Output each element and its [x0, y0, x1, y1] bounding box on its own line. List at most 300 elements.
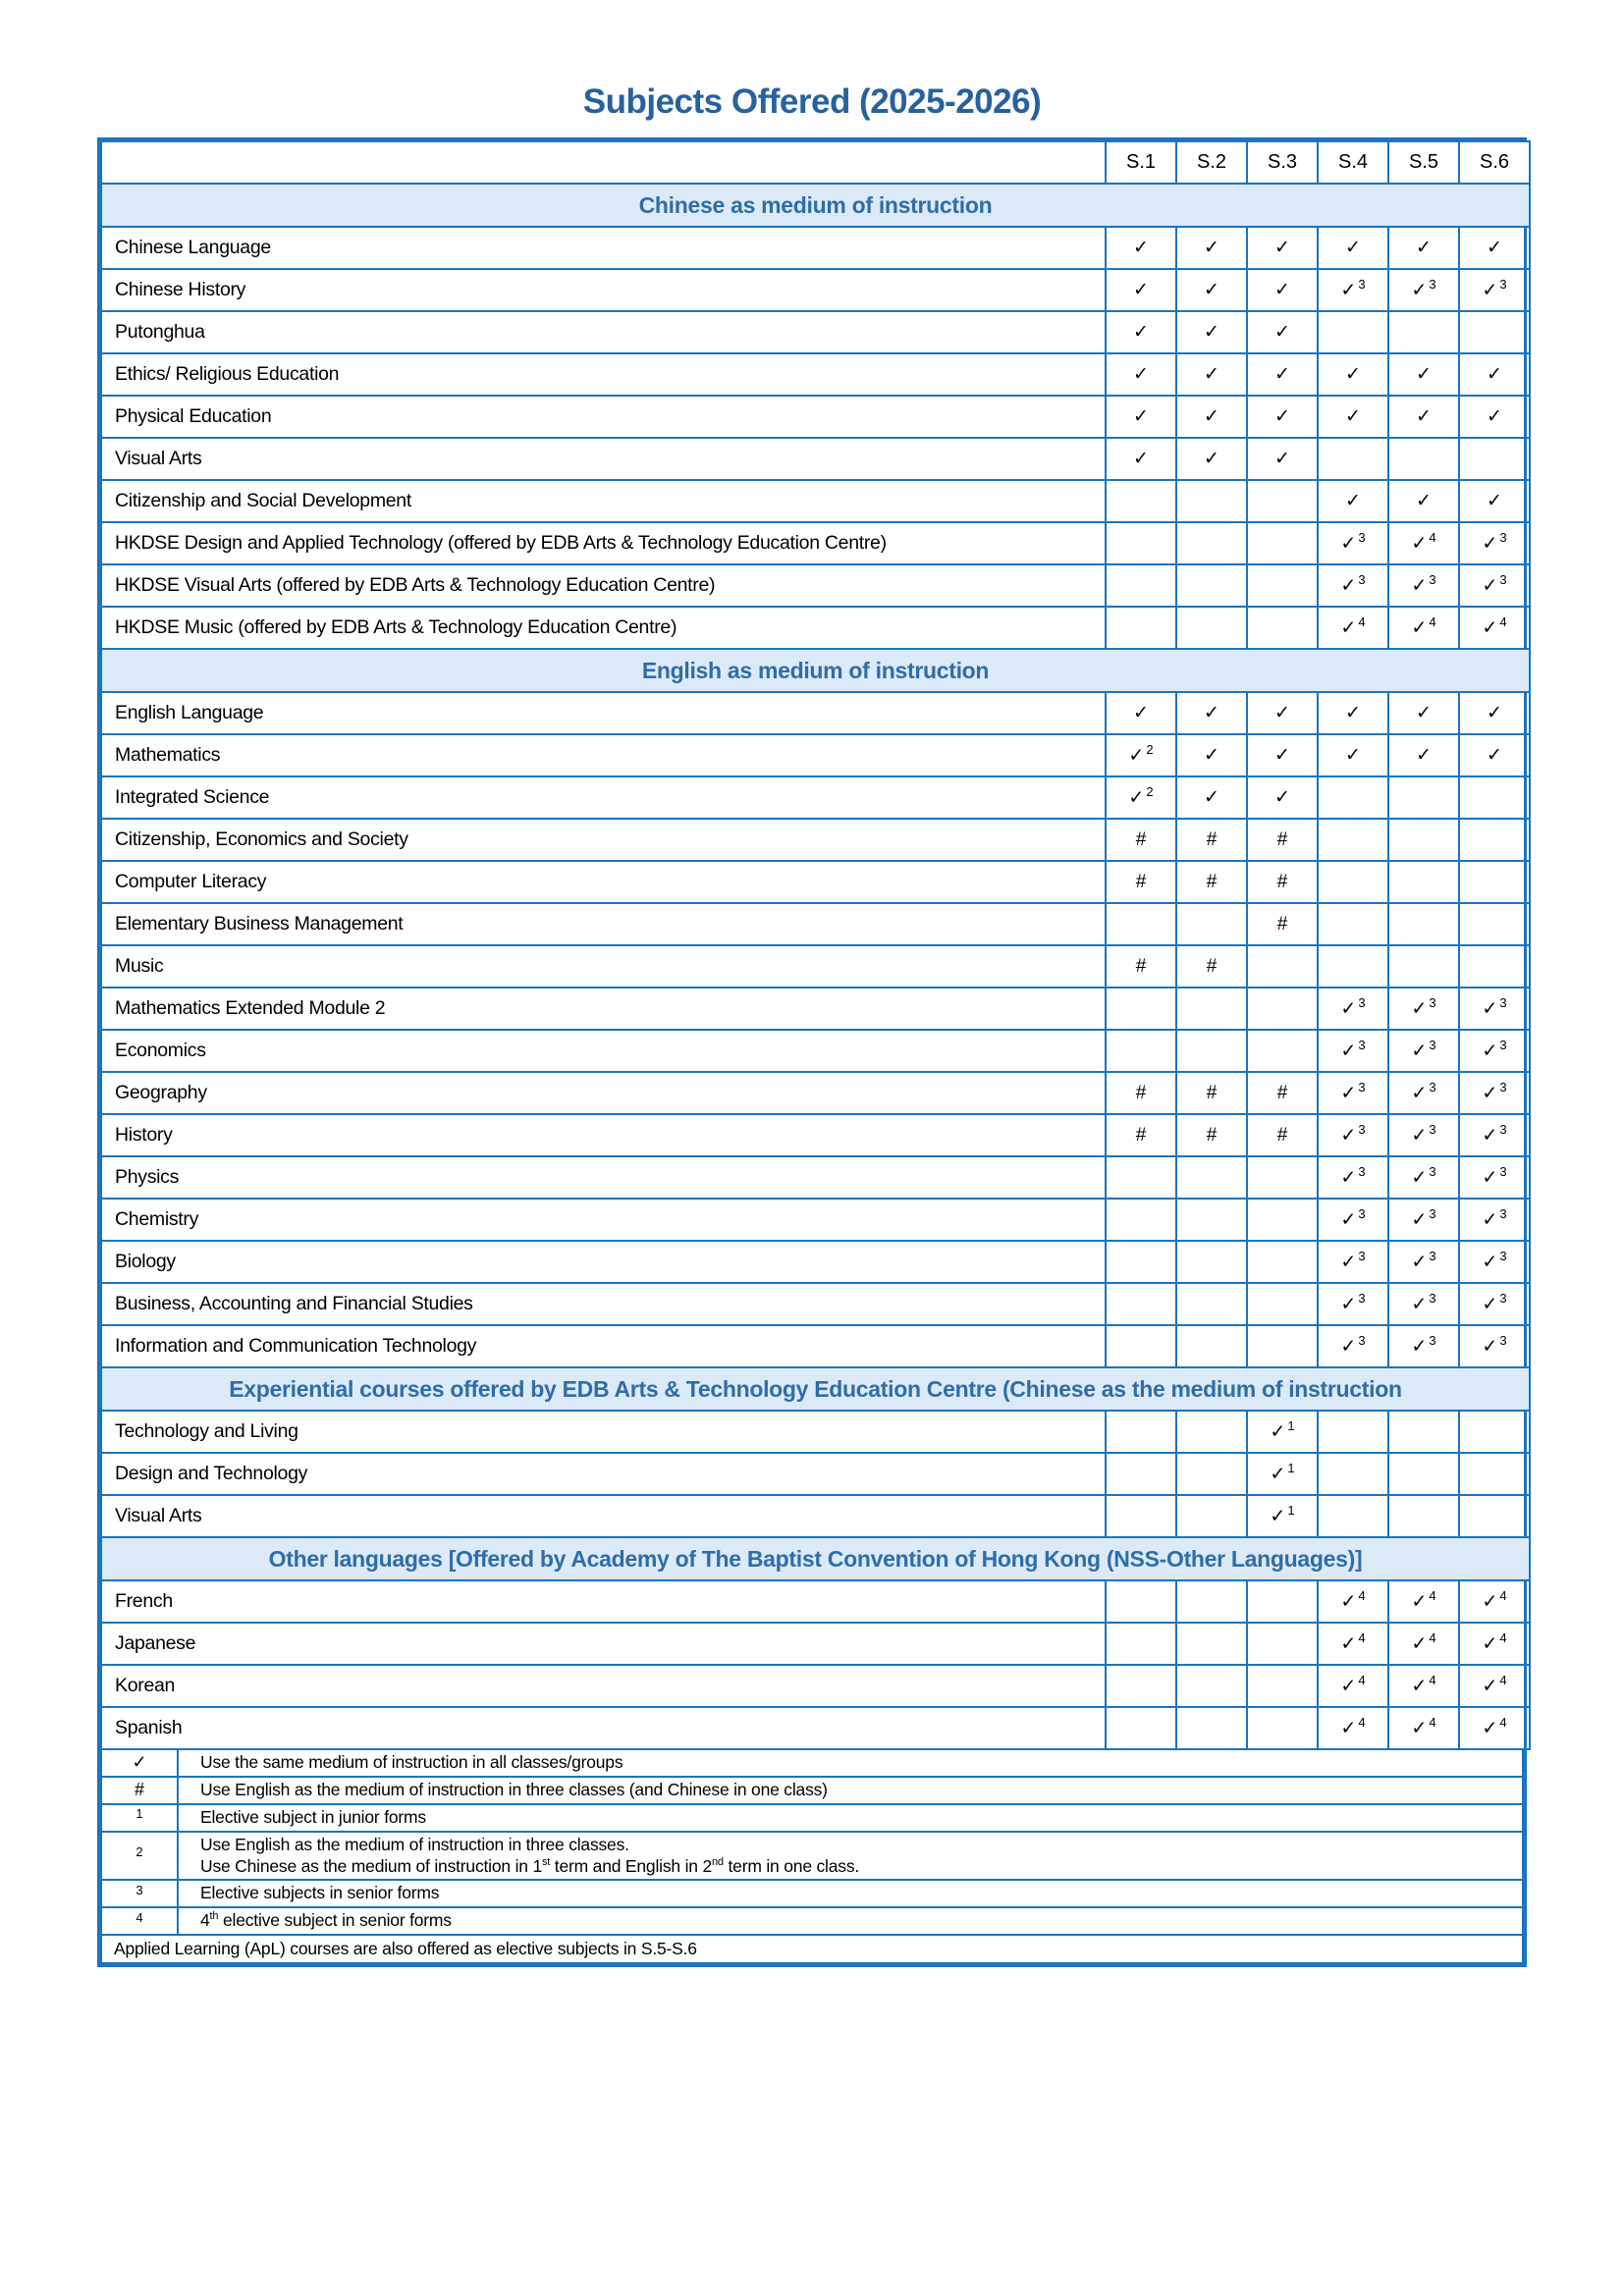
empty-cell — [1106, 1283, 1176, 1325]
col-header-s5: S.5 — [1388, 141, 1459, 184]
subject-row — [101, 1199, 1530, 1241]
empty-cell — [1388, 311, 1459, 353]
check-mark-icon: ✓ — [1247, 311, 1318, 353]
check-mark-icon: ✓ $^3$ — [1318, 1114, 1388, 1156]
check-mark-icon: ✓ $^3$ — [1459, 1241, 1530, 1283]
subject-name: HKDSE Visual Arts (offered by EDB Arts & Technology Education Centre) — [101, 564, 1106, 607]
check-mark-icon: ✓ $^4$ — [1388, 1580, 1459, 1623]
subject-row — [101, 564, 1530, 607]
subject-row — [101, 607, 1530, 649]
footer-note: Applied Learning (ApL) courses are also offered as elective subjects in S.5-S.6 — [101, 1935, 1523, 1963]
subject-row — [101, 1707, 1530, 1749]
empty-cell — [1459, 1411, 1530, 1453]
empty-cell — [1247, 988, 1318, 1030]
check-mark-icon: ✓ — [1388, 734, 1459, 776]
empty-cell — [1176, 564, 1247, 607]
subject-row — [101, 903, 1530, 945]
col-header-s1: S.1 — [1106, 141, 1176, 184]
empty-cell — [1106, 1623, 1176, 1665]
subject-row — [101, 438, 1530, 480]
check-mark-icon: ✓ — [1388, 480, 1459, 522]
subject-row — [101, 692, 1530, 734]
check-mark-icon: ✓ $^3$ — [1318, 1325, 1388, 1367]
check-mark-icon: ✓ $^3$ — [1459, 269, 1530, 311]
subject-name: Spanish — [101, 1707, 1106, 1749]
empty-cell — [1459, 311, 1530, 353]
subjects-table — [97, 137, 1527, 1967]
legend-row — [101, 1907, 1523, 1935]
check-mark-icon: ✓ — [1247, 734, 1318, 776]
empty-cell — [1318, 945, 1388, 988]
subject-name: Physics — [101, 1156, 1106, 1199]
subject-name: HKDSE Music (offered by EDB Arts & Technology Education Centre) — [101, 607, 1106, 649]
empty-cell — [1318, 1411, 1388, 1453]
subject-row — [101, 1283, 1530, 1325]
check-mark-icon: ✓ — [1459, 480, 1530, 522]
check-mark-icon: ✓ $^3$ — [1318, 564, 1388, 607]
empty-cell — [1459, 945, 1530, 988]
hash-mark-icon: # — [1176, 1072, 1247, 1114]
legend-row — [101, 1750, 1523, 1777]
empty-cell — [1318, 1453, 1388, 1495]
check-mark-icon: ✓ — [1247, 692, 1318, 734]
empty-cell — [1106, 607, 1176, 649]
check-mark-icon: ✓ $^3$ — [1459, 1325, 1530, 1367]
empty-cell — [1318, 819, 1388, 861]
check-mark-icon: ✓ $^1$ — [1247, 1453, 1318, 1495]
empty-cell — [1106, 522, 1176, 564]
empty-cell — [1318, 903, 1388, 945]
check-mark-icon: ✓ $^1$ — [1247, 1411, 1318, 1453]
check-mark-icon: ✓ $^3$ — [1388, 564, 1459, 607]
empty-cell — [1318, 776, 1388, 819]
subject-row — [101, 1665, 1530, 1707]
subject-row — [101, 988, 1530, 1030]
empty-cell — [1176, 1325, 1247, 1367]
hash-mark-icon: # — [1247, 1114, 1318, 1156]
check-mark-icon: ✓ — [1388, 692, 1459, 734]
legend-note-number: 3 — [101, 1880, 178, 1907]
subject-row — [101, 1241, 1530, 1283]
empty-cell — [1388, 819, 1459, 861]
legend-note-number: 1 — [101, 1804, 178, 1832]
check-mark-icon: ✓ $^4$ — [1388, 1623, 1459, 1665]
check-mark-icon: ✓ — [1176, 396, 1247, 438]
check-mark-icon: ✓ $^3$ — [1459, 1283, 1530, 1325]
check-mark-icon: ✓ — [1388, 227, 1459, 269]
subject-name: Citizenship, Economics and Society — [101, 819, 1106, 861]
empty-cell — [1459, 819, 1530, 861]
subject-row — [101, 819, 1530, 861]
subject-row — [101, 522, 1530, 564]
subject-row — [101, 1580, 1530, 1623]
empty-cell — [1247, 1283, 1318, 1325]
section-band-row — [101, 649, 1530, 692]
col-header-s2: S.2 — [1176, 141, 1247, 184]
empty-cell — [1106, 564, 1176, 607]
legend-text: Elective subjects in senior forms — [178, 1880, 1523, 1907]
subject-name: English Language — [101, 692, 1106, 734]
legend-text: Use English as the medium of instruction in three classes. Use Chinese as the medium of instruction in 1st term and English in 2nd term in one class. — [178, 1832, 1523, 1881]
check-mark-icon: ✓ $^3$ — [1318, 522, 1388, 564]
empty-cell — [1459, 903, 1530, 945]
empty-cell — [1388, 438, 1459, 480]
empty-cell — [1176, 1241, 1247, 1283]
subject-row — [101, 1495, 1530, 1537]
empty-cell — [1388, 1495, 1459, 1537]
empty-cell — [1247, 945, 1318, 988]
empty-cell — [1106, 1199, 1176, 1241]
subject-name: History — [101, 1114, 1106, 1156]
subject-name: HKDSE Design and Applied Technology (offered by EDB Arts & Technology Education Centre) — [101, 522, 1106, 564]
check-mark-icon: ✓ — [1388, 396, 1459, 438]
legend-table — [100, 1750, 1524, 1964]
subject-name: Korean — [101, 1665, 1106, 1707]
empty-cell — [1106, 1495, 1176, 1537]
check-mark-icon: ✓ $^3$ — [1459, 1156, 1530, 1199]
check-mark-icon: ✓ $^4$ — [1318, 1580, 1388, 1623]
check-mark-icon: ✓ — [1318, 353, 1388, 396]
legend-row — [101, 1777, 1523, 1804]
empty-cell — [1176, 1030, 1247, 1072]
col-header-s4: S.4 — [1318, 141, 1388, 184]
empty-cell — [1388, 945, 1459, 988]
subject-name: French — [101, 1580, 1106, 1623]
empty-cell — [1388, 1453, 1459, 1495]
section-band-row — [101, 184, 1530, 227]
check-mark-icon: ✓ — [1106, 269, 1176, 311]
subject-name: Economics — [101, 1030, 1106, 1072]
empty-cell — [1459, 861, 1530, 903]
check-mark-icon: ✓ $^3$ — [1318, 988, 1388, 1030]
subject-row — [101, 776, 1530, 819]
subject-row — [101, 1072, 1530, 1114]
empty-cell — [1388, 861, 1459, 903]
check-mark-icon: ✓ — [1247, 438, 1318, 480]
legend-row — [101, 1832, 1523, 1881]
empty-cell — [1176, 1199, 1247, 1241]
column-header-row — [101, 141, 1530, 184]
subject-name: Physical Education — [101, 396, 1106, 438]
subject-row — [101, 1030, 1530, 1072]
legend-note-number: 4 — [101, 1907, 178, 1935]
legend-text: 4th elective subject in senior forms — [178, 1907, 1523, 1935]
subject-name: Music — [101, 945, 1106, 988]
empty-cell — [1247, 1199, 1318, 1241]
section-band-row — [101, 1367, 1530, 1411]
empty-cell — [1176, 522, 1247, 564]
subject-name: Computer Literacy — [101, 861, 1106, 903]
check-mark-icon: ✓ — [1247, 396, 1318, 438]
check-mark-icon: ✓ — [1176, 692, 1247, 734]
subject-name: Putonghua — [101, 311, 1106, 353]
empty-cell — [1247, 1665, 1318, 1707]
empty-cell — [1176, 1707, 1247, 1749]
check-mark-icon: ✓ — [1176, 776, 1247, 819]
empty-cell — [1106, 1665, 1176, 1707]
empty-cell — [1247, 1241, 1318, 1283]
check-mark-icon: ✓ — [1318, 396, 1388, 438]
subject-name: Visual Arts — [101, 1495, 1106, 1537]
check-mark-icon: ✓ $^3$ — [1459, 1199, 1530, 1241]
check-mark-icon: ✓ $^3$ — [1459, 1114, 1530, 1156]
check-mark-icon: ✓ — [1388, 353, 1459, 396]
legend-check-icon: ✓ — [101, 1750, 178, 1777]
check-mark-icon: ✓ — [1106, 311, 1176, 353]
subjects-grid — [100, 140, 1531, 1750]
check-mark-icon: ✓ $^3$ — [1459, 988, 1530, 1030]
check-mark-icon: ✓ $^4$ — [1318, 1623, 1388, 1665]
subject-row — [101, 945, 1530, 988]
empty-cell — [1459, 776, 1530, 819]
check-mark-icon: ✓ $^3$ — [1318, 1030, 1388, 1072]
empty-cell — [1247, 1707, 1318, 1749]
empty-cell — [1247, 522, 1318, 564]
check-mark-icon: ✓ $^3$ — [1388, 988, 1459, 1030]
check-mark-icon: ✓ $^4$ — [1388, 607, 1459, 649]
section-header: Other languages [Offered by Academy of The Baptist Convention of Hong Kong (NSS-Other Languages)] — [101, 1537, 1530, 1580]
hash-mark-icon: # — [1106, 1114, 1176, 1156]
legend-text: Use the same medium of instruction in all classes/groups — [178, 1750, 1523, 1777]
subject-row — [101, 480, 1530, 522]
hash-mark-icon: # — [1247, 819, 1318, 861]
page-title: Subjects Offered (2025-2026) — [582, 82, 1042, 121]
empty-cell — [1106, 1580, 1176, 1623]
check-mark-icon: ✓ $^3$ — [1318, 1199, 1388, 1241]
check-mark-icon: ✓ — [1247, 269, 1318, 311]
check-mark-icon: ✓ $^3$ — [1318, 1072, 1388, 1114]
check-mark-icon: ✓ — [1106, 396, 1176, 438]
check-mark-icon: ✓ — [1318, 227, 1388, 269]
col-header-s6: S.6 — [1459, 141, 1530, 184]
check-mark-icon: ✓ — [1318, 734, 1388, 776]
check-mark-icon: ✓ $^4$ — [1459, 1707, 1530, 1749]
empty-cell — [1247, 1580, 1318, 1623]
empty-cell — [1176, 607, 1247, 649]
empty-cell — [1247, 1325, 1318, 1367]
check-mark-icon: ✓ $^3$ — [1318, 1241, 1388, 1283]
empty-cell — [1176, 988, 1247, 1030]
subject-name: Citizenship and Social Development — [101, 480, 1106, 522]
check-mark-icon: ✓ $^3$ — [1388, 1156, 1459, 1199]
empty-cell — [1176, 1665, 1247, 1707]
check-mark-icon: ✓ $^3$ — [1318, 269, 1388, 311]
subject-name: Chemistry — [101, 1199, 1106, 1241]
empty-cell — [1106, 988, 1176, 1030]
check-mark-icon: ✓ $^3$ — [1388, 1072, 1459, 1114]
hash-mark-icon: # — [1247, 1072, 1318, 1114]
subject-row — [101, 1114, 1530, 1156]
subject-row — [101, 1411, 1530, 1453]
section-band-row — [101, 1537, 1530, 1580]
check-mark-icon: ✓ $^3$ — [1459, 1072, 1530, 1114]
subject-row — [101, 1623, 1530, 1665]
check-mark-icon: ✓ — [1176, 353, 1247, 396]
empty-cell — [1176, 1495, 1247, 1537]
empty-cell — [1176, 1580, 1247, 1623]
empty-cell — [1318, 1495, 1388, 1537]
check-mark-icon: ✓ $^3$ — [1388, 269, 1459, 311]
hash-mark-icon: # — [1106, 945, 1176, 988]
subject-row — [101, 1156, 1530, 1199]
check-mark-icon: ✓ — [1176, 269, 1247, 311]
check-mark-icon: ✓ $^3$ — [1388, 1199, 1459, 1241]
check-mark-icon: ✓ — [1176, 734, 1247, 776]
empty-cell — [1106, 1325, 1176, 1367]
check-mark-icon: ✓ $^4$ — [1318, 607, 1388, 649]
hash-mark-icon: # — [1106, 819, 1176, 861]
section-header: Experiential courses offered by EDB Arts & Technology Education Centre (Chinese as the medium of instruction — [101, 1367, 1530, 1411]
empty-cell — [1247, 607, 1318, 649]
empty-cell — [1106, 1156, 1176, 1199]
check-mark-icon: ✓ $^3$ — [1388, 1241, 1459, 1283]
check-mark-icon: ✓ $^2$ — [1106, 776, 1176, 819]
check-mark-icon: ✓ — [1106, 692, 1176, 734]
empty-cell — [1176, 1156, 1247, 1199]
empty-cell — [1318, 438, 1388, 480]
section-header: Chinese as medium of instruction — [101, 184, 1530, 227]
check-mark-icon: ✓ — [1247, 227, 1318, 269]
empty-cell — [1176, 1411, 1247, 1453]
check-mark-icon: ✓ — [1176, 227, 1247, 269]
check-mark-icon: ✓ $^3$ — [1459, 564, 1530, 607]
subject-name: Business, Accounting and Financial Studies — [101, 1283, 1106, 1325]
check-mark-icon: ✓ $^3$ — [1388, 1030, 1459, 1072]
empty-cell — [1388, 903, 1459, 945]
check-mark-icon: ✓ $^4$ — [1318, 1665, 1388, 1707]
subject-row — [101, 311, 1530, 353]
subject-name: Geography — [101, 1072, 1106, 1114]
subject-name: Mathematics — [101, 734, 1106, 776]
empty-cell — [1176, 1283, 1247, 1325]
check-mark-icon: ✓ — [1459, 396, 1530, 438]
check-mark-icon: ✓ $^3$ — [1318, 1156, 1388, 1199]
check-mark-icon: ✓ $^2$ — [1106, 734, 1176, 776]
empty-cell — [1318, 311, 1388, 353]
subject-name: Mathematics Extended Module 2 — [101, 988, 1106, 1030]
empty-cell — [1318, 861, 1388, 903]
hash-mark-icon: # — [1176, 861, 1247, 903]
empty-cell — [1459, 1495, 1530, 1537]
check-mark-icon: ✓ $^4$ — [1459, 1580, 1530, 1623]
subject-row — [101, 1453, 1530, 1495]
subject-name: Ethics/ Religious Education — [101, 353, 1106, 396]
check-mark-icon: ✓ $^4$ — [1388, 522, 1459, 564]
check-mark-icon: ✓ — [1459, 227, 1530, 269]
check-mark-icon: ✓ $^3$ — [1459, 1030, 1530, 1072]
subject-name: Integrated Science — [101, 776, 1106, 819]
legend-row — [101, 1880, 1523, 1907]
subject-name: Information and Communication Technology — [101, 1325, 1106, 1367]
corner-cell — [101, 141, 1106, 184]
check-mark-icon: ✓ $^4$ — [1388, 1665, 1459, 1707]
empty-cell — [1106, 480, 1176, 522]
subject-name: Biology — [101, 1241, 1106, 1283]
check-mark-icon: ✓ $^3$ — [1388, 1325, 1459, 1367]
subject-row — [101, 396, 1530, 438]
check-mark-icon: ✓ $^3$ — [1388, 1283, 1459, 1325]
check-mark-icon: ✓ $^4$ — [1459, 607, 1530, 649]
empty-cell — [1247, 1156, 1318, 1199]
check-mark-icon: ✓ $^4$ — [1388, 1707, 1459, 1749]
check-mark-icon: ✓ $^4$ — [1459, 1623, 1530, 1665]
empty-cell — [1459, 1453, 1530, 1495]
check-mark-icon: ✓ $^3$ — [1459, 522, 1530, 564]
check-mark-icon: ✓ $^4$ — [1459, 1665, 1530, 1707]
subject-row — [101, 353, 1530, 396]
empty-cell — [1176, 480, 1247, 522]
check-mark-icon: ✓ — [1459, 692, 1530, 734]
empty-cell — [1388, 1411, 1459, 1453]
legend-text: Use English as the medium of instruction in three classes (and Chinese in one class) — [178, 1777, 1523, 1804]
empty-cell — [1106, 1707, 1176, 1749]
check-mark-icon: ✓ $^4$ — [1318, 1707, 1388, 1749]
empty-cell — [1106, 903, 1176, 945]
empty-cell — [1106, 1453, 1176, 1495]
empty-cell — [1388, 776, 1459, 819]
check-mark-icon: ✓ — [1318, 692, 1388, 734]
subject-name: Chinese Language — [101, 227, 1106, 269]
hash-mark-icon: # — [1176, 1114, 1247, 1156]
empty-cell — [1106, 1241, 1176, 1283]
col-header-s3: S.3 — [1247, 141, 1318, 184]
hash-mark-icon: # — [1106, 861, 1176, 903]
subject-row — [101, 734, 1530, 776]
empty-cell — [1459, 438, 1530, 480]
subject-name: Chinese History — [101, 269, 1106, 311]
section-header: English as medium of instruction — [101, 649, 1530, 692]
subject-name: Design and Technology — [101, 1453, 1106, 1495]
footer-row — [101, 1935, 1523, 1963]
check-mark-icon: ✓ — [1106, 227, 1176, 269]
check-mark-icon: ✓ — [1247, 776, 1318, 819]
hash-mark-icon: # — [1106, 1072, 1176, 1114]
legend-row — [101, 1804, 1523, 1832]
check-mark-icon: ✓ — [1318, 480, 1388, 522]
check-mark-icon: ✓ $^3$ — [1318, 1283, 1388, 1325]
legend-note-number: 2 — [101, 1832, 178, 1881]
subject-row — [101, 227, 1530, 269]
subject-name: Visual Arts — [101, 438, 1106, 480]
empty-cell — [1247, 480, 1318, 522]
empty-cell — [1106, 1030, 1176, 1072]
check-mark-icon: ✓ — [1176, 438, 1247, 480]
check-mark-icon: ✓ — [1459, 353, 1530, 396]
subject-row — [101, 1325, 1530, 1367]
check-mark-icon: ✓ $^3$ — [1388, 1114, 1459, 1156]
subject-name: Technology and Living — [101, 1411, 1106, 1453]
hash-mark-icon: # — [1176, 819, 1247, 861]
check-mark-icon: ✓ — [1459, 734, 1530, 776]
check-mark-icon: ✓ — [1106, 438, 1176, 480]
empty-cell — [1106, 1411, 1176, 1453]
subject-row — [101, 861, 1530, 903]
legend-hash-icon: # — [101, 1777, 178, 1804]
empty-cell — [1176, 1623, 1247, 1665]
empty-cell — [1247, 1030, 1318, 1072]
empty-cell — [1176, 903, 1247, 945]
check-mark-icon: ✓ — [1247, 353, 1318, 396]
legend-text: Elective subject in junior forms — [178, 1804, 1523, 1832]
subject-name: Elementary Business Management — [101, 903, 1106, 945]
hash-mark-icon: # — [1176, 945, 1247, 988]
check-mark-icon: ✓ $^1$ — [1247, 1495, 1318, 1537]
hash-mark-icon: # — [1247, 861, 1318, 903]
subject-row — [101, 269, 1530, 311]
check-mark-icon: ✓ — [1106, 353, 1176, 396]
empty-cell — [1247, 1623, 1318, 1665]
subject-name: Japanese — [101, 1623, 1106, 1665]
